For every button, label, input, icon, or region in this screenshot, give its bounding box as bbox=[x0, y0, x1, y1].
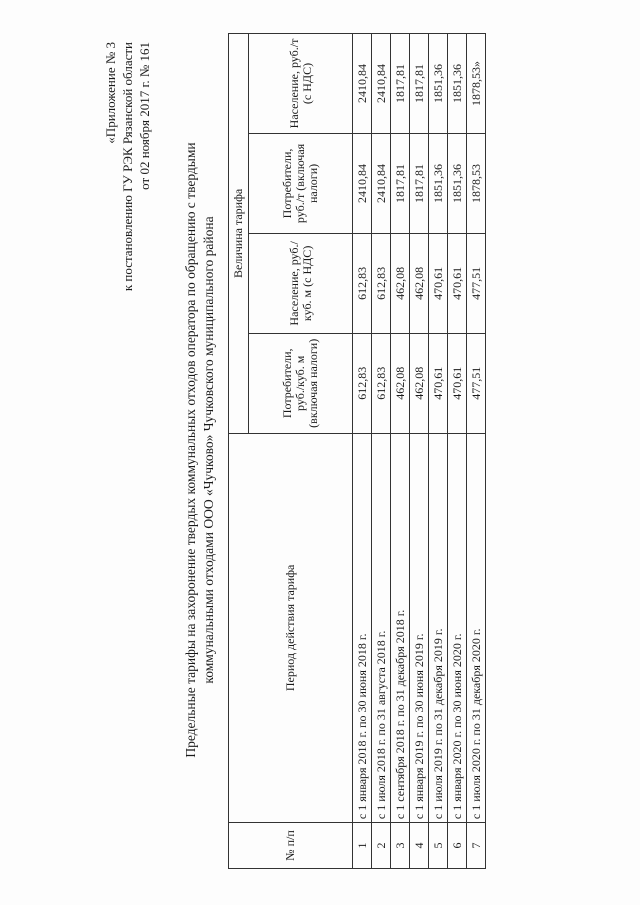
table-row bbox=[372, 34, 391, 869]
row-period: с 1 января 2020 г. по 30 июня 2020 г. bbox=[448, 433, 467, 822]
row-population-t: 1817,81 bbox=[391, 34, 410, 134]
row-consumers-t: 1851,36 bbox=[448, 133, 467, 233]
row-period: с 1 января 2018 г. по 30 июня 2018 г. bbox=[353, 433, 372, 822]
row-population-m3: 462,08 bbox=[410, 233, 429, 333]
row-num: 6 bbox=[448, 823, 467, 869]
document-title bbox=[182, 55, 218, 845]
row-consumers-m3: 477,51 bbox=[467, 333, 486, 433]
row-period: с 1 июля 2018 г. по 31 августа 2018 г. bbox=[372, 433, 391, 822]
header-tariff-group: Величина тарифа bbox=[229, 34, 249, 434]
row-num: 7 bbox=[467, 823, 486, 869]
row-population-t: 2410,84 bbox=[372, 34, 391, 134]
row-period: с 1 июля 2019 г. по 31 декабря 2019 г. bbox=[429, 433, 448, 822]
row-consumers-t: 1851,36 bbox=[429, 133, 448, 233]
row-consumers-m3: 462,08 bbox=[410, 333, 429, 433]
row-population-t: 1878,53» bbox=[467, 34, 486, 134]
row-period: с 1 сентября 2018 г. по 31 декабря 2018 г. bbox=[391, 433, 410, 822]
row-population-m3: 612,83 bbox=[372, 233, 391, 333]
row-population-m3: 470,61 bbox=[448, 233, 467, 333]
table-row bbox=[467, 34, 486, 869]
header-col-population-m3: Население, руб./куб. м (с НДС) bbox=[249, 233, 353, 333]
row-num: 4 bbox=[410, 823, 429, 869]
row-consumers-t: 1817,81 bbox=[410, 133, 429, 233]
tariff-table bbox=[228, 33, 486, 869]
row-consumers-t: 2410,84 bbox=[372, 133, 391, 233]
row-num: 1 bbox=[353, 823, 372, 869]
row-consumers-m3: 470,61 bbox=[429, 333, 448, 433]
row-consumers-m3: 470,61 bbox=[448, 333, 467, 433]
table-row bbox=[410, 34, 429, 869]
row-population-m3: 477,51 bbox=[467, 233, 486, 333]
header-col-consumers-t: Потребители, руб./т (включая налоги) bbox=[249, 133, 353, 233]
row-consumers-t: 1817,81 bbox=[391, 133, 410, 233]
title-line-2: коммунальными отходами ООО «Чучково» Чучковского муниципального района bbox=[201, 216, 216, 684]
row-population-m3: 462,08 bbox=[391, 233, 410, 333]
appendix-note bbox=[102, 42, 153, 472]
row-consumers-t: 1878,53 bbox=[467, 133, 486, 233]
row-consumers-m3: 462,08 bbox=[391, 333, 410, 433]
appendix-line-2: к постановлению ГУ РЭК Рязанской области bbox=[120, 42, 135, 292]
header-col-population-t: Население, руб./т (с НДС) bbox=[249, 34, 353, 134]
row-population-m3: 470,61 bbox=[429, 233, 448, 333]
row-num: 2 bbox=[372, 823, 391, 869]
table-row bbox=[429, 34, 448, 869]
row-period: с 1 января 2019 г. по 30 июня 2019 г. bbox=[410, 433, 429, 822]
header-num: № п/п bbox=[229, 823, 353, 869]
row-period: с 1 июля 2020 г. по 31 декабря 2020 г. bbox=[467, 433, 486, 822]
table-row bbox=[353, 34, 372, 869]
row-population-m3: 612,83 bbox=[353, 233, 372, 333]
row-population-t: 1851,36 bbox=[429, 34, 448, 134]
appendix-line-1: «Приложение № 3 bbox=[103, 42, 118, 144]
row-population-t: 1851,36 bbox=[448, 34, 467, 134]
row-population-t: 1817,81 bbox=[410, 34, 429, 134]
title-line-1: Предельные тарифы на захоронение твердых коммунальных отходов оператора по обращению с твердыми bbox=[183, 142, 198, 758]
row-consumers-m3: 612,83 bbox=[353, 333, 372, 433]
table-row bbox=[448, 34, 467, 869]
row-num: 5 bbox=[429, 823, 448, 869]
appendix-line-3: от 02 ноября 2017 г. № 161 bbox=[137, 42, 152, 190]
row-consumers-m3: 612,83 bbox=[372, 333, 391, 433]
header-period: Период действия тарифа bbox=[229, 433, 353, 822]
header-col-consumers-m3: Потребители, руб./куб. м (включая налоги) bbox=[249, 333, 353, 433]
row-num: 3 bbox=[391, 823, 410, 869]
row-population-t: 2410,84 bbox=[353, 34, 372, 134]
table-row bbox=[391, 34, 410, 869]
row-consumers-t: 2410,84 bbox=[353, 133, 372, 233]
